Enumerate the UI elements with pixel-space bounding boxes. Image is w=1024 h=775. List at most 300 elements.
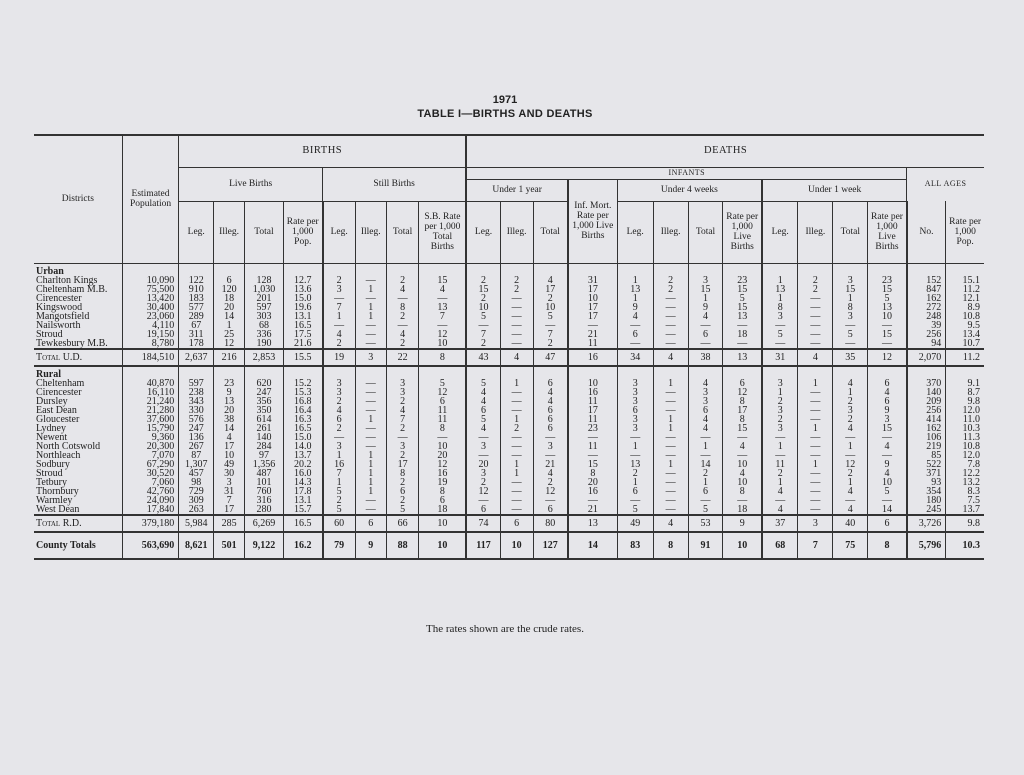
all-ages-rate-header: Rate per 1,000 Pop. bbox=[946, 201, 984, 263]
value-cell: — bbox=[723, 433, 762, 442]
value-cell: 10 bbox=[419, 532, 466, 559]
value-cell: 4 bbox=[868, 388, 907, 397]
district-name-cell: East Dean bbox=[36, 404, 77, 416]
value-cell: 7 bbox=[419, 312, 466, 321]
district-name-cell: North Cotswold bbox=[36, 440, 101, 452]
district-name-cell: Dursley bbox=[36, 395, 68, 407]
footnote: The rates shown are the crude rates. bbox=[426, 623, 584, 635]
value-cell: 9 bbox=[355, 532, 386, 559]
value-cell: — bbox=[355, 397, 386, 406]
value-cell: 16 bbox=[568, 349, 617, 366]
value-cell: — bbox=[419, 294, 466, 303]
value-cell: 3 bbox=[323, 388, 356, 397]
value-cell: 152 bbox=[907, 276, 946, 285]
value-cell: 13.1 bbox=[283, 496, 322, 505]
value-cell: 3 bbox=[688, 276, 723, 285]
value-cell: 37,600 bbox=[122, 415, 178, 424]
value-cell: — bbox=[798, 505, 833, 515]
value-cell: 6 bbox=[617, 487, 653, 496]
table-row bbox=[34, 379, 984, 388]
value-cell: 3 bbox=[868, 415, 907, 424]
value-cell: 67,290 bbox=[122, 460, 178, 469]
value-cell: — bbox=[653, 442, 688, 451]
value-cell: 2 bbox=[798, 285, 833, 294]
value-cell: 1,030 bbox=[244, 285, 283, 294]
value-cell: 15 bbox=[723, 303, 762, 312]
table-row bbox=[34, 442, 984, 451]
value-cell: 93 bbox=[907, 478, 946, 487]
table-row bbox=[34, 312, 984, 321]
value-cell: 9.8 bbox=[946, 397, 984, 406]
value-cell: — bbox=[355, 433, 386, 442]
value-cell: 3 bbox=[688, 388, 723, 397]
value-cell: 14 bbox=[214, 312, 245, 321]
value-cell: 31 bbox=[214, 487, 245, 496]
county-totals-row bbox=[34, 532, 984, 559]
value-cell: 2 bbox=[762, 397, 798, 406]
value-cell: — bbox=[500, 406, 533, 415]
value-cell: 16 bbox=[568, 487, 617, 496]
u4w-leg-header: Leg. bbox=[617, 201, 653, 263]
value-cell: 6 bbox=[533, 424, 568, 433]
value-cell: 13 bbox=[617, 285, 653, 294]
value-cell: — bbox=[653, 406, 688, 415]
value-cell: — bbox=[688, 321, 723, 330]
table-header bbox=[34, 135, 984, 263]
value-cell: 14.0 bbox=[283, 442, 322, 451]
value-cell: — bbox=[500, 339, 533, 349]
value-cell: 38 bbox=[214, 415, 245, 424]
value-cell: 2 bbox=[798, 276, 833, 285]
value-cell: 15 bbox=[688, 285, 723, 294]
value-cell: 10.8 bbox=[946, 442, 984, 451]
value-cell: 910 bbox=[179, 285, 214, 294]
lb-leg-header: Leg. bbox=[179, 201, 214, 263]
value-cell: 10 bbox=[466, 303, 500, 312]
value-cell: 2 bbox=[386, 276, 419, 285]
value-cell: 3 bbox=[214, 478, 245, 487]
u4w-illeg-header: Illeg. bbox=[653, 201, 688, 263]
value-cell: 3 bbox=[386, 388, 419, 397]
section-total-row bbox=[34, 515, 984, 532]
value-cell: 7 bbox=[466, 330, 500, 339]
value-cell: 16.8 bbox=[283, 397, 322, 406]
value-cell: — bbox=[355, 379, 386, 388]
sb-rate-header: S.B. Rate per 1,000 Total Births bbox=[419, 201, 466, 263]
empty-cell bbox=[500, 263, 533, 276]
empty-cell bbox=[244, 366, 283, 379]
empty-cell bbox=[653, 366, 688, 379]
value-cell: 49 bbox=[617, 515, 653, 532]
empty-cell bbox=[386, 263, 419, 276]
value-cell: 14.3 bbox=[283, 478, 322, 487]
value-cell: 12.2 bbox=[946, 469, 984, 478]
value-cell: — bbox=[868, 339, 907, 349]
table-row bbox=[34, 505, 984, 515]
value-cell: 2 bbox=[500, 276, 533, 285]
value-cell: 6 bbox=[868, 515, 907, 532]
value-cell: 12 bbox=[214, 339, 245, 349]
value-cell: 261 bbox=[244, 424, 283, 433]
value-cell: 85 bbox=[907, 451, 946, 460]
value-cell: — bbox=[568, 321, 617, 330]
value-cell: 3 bbox=[833, 312, 868, 321]
value-cell: 8 bbox=[386, 469, 419, 478]
value-cell: 15.3 bbox=[283, 388, 322, 397]
value-cell: 1 bbox=[653, 424, 688, 433]
value-cell: 11 bbox=[568, 442, 617, 451]
lb-total-header: Total bbox=[244, 201, 283, 263]
value-cell: 10 bbox=[723, 532, 762, 559]
value-cell: 6 bbox=[466, 505, 500, 515]
value-cell: 13 bbox=[568, 515, 617, 532]
value-cell: 140 bbox=[244, 433, 283, 442]
district-name-cell: Gloucester bbox=[36, 413, 80, 425]
table-row bbox=[34, 339, 984, 349]
value-cell: 8.7 bbox=[946, 388, 984, 397]
value-cell: 6 bbox=[688, 487, 723, 496]
value-cell: — bbox=[833, 321, 868, 330]
value-cell: 14 bbox=[568, 532, 617, 559]
value-cell: — bbox=[653, 433, 688, 442]
value-cell: 2 bbox=[533, 478, 568, 487]
value-cell: 136 bbox=[179, 433, 214, 442]
value-cell: 1 bbox=[762, 478, 798, 487]
table-row bbox=[34, 460, 984, 469]
value-cell: — bbox=[617, 496, 653, 505]
empty-cell bbox=[723, 366, 762, 379]
value-cell: 267 bbox=[179, 442, 214, 451]
value-cell: 19.6 bbox=[283, 303, 322, 312]
empty-cell bbox=[868, 263, 907, 276]
value-cell: 9,360 bbox=[122, 433, 178, 442]
empty-cell bbox=[798, 263, 833, 276]
value-cell: 7.5 bbox=[946, 496, 984, 505]
value-cell: 6 bbox=[466, 406, 500, 415]
u1w-leg-header: Leg. bbox=[762, 201, 798, 263]
value-cell: 40,870 bbox=[122, 379, 178, 388]
value-cell: 12 bbox=[868, 349, 907, 366]
value-cell: — bbox=[500, 312, 533, 321]
report-year: 1971 bbox=[492, 94, 518, 106]
value-cell: 16 bbox=[419, 469, 466, 478]
value-cell: 20 bbox=[214, 406, 245, 415]
u1w-total-header: Total bbox=[833, 201, 868, 263]
value-cell: 1 bbox=[653, 379, 688, 388]
value-cell: 8 bbox=[419, 349, 466, 366]
value-cell: 245 bbox=[907, 505, 946, 515]
value-cell: 1 bbox=[798, 424, 833, 433]
value-cell: 4 bbox=[653, 515, 688, 532]
value-cell: 4 bbox=[688, 415, 723, 424]
value-cell: 21 bbox=[568, 330, 617, 339]
value-cell: — bbox=[833, 496, 868, 505]
value-cell: 6 bbox=[419, 496, 466, 505]
value-cell: 17 bbox=[568, 285, 617, 294]
value-cell: 1 bbox=[355, 303, 386, 312]
value-cell: 620 bbox=[244, 379, 283, 388]
value-cell: 4 bbox=[323, 406, 356, 415]
district-name-cell: Cirencester bbox=[36, 292, 82, 304]
value-cell: 3 bbox=[533, 442, 568, 451]
table-row bbox=[34, 321, 984, 330]
value-cell: 15 bbox=[419, 276, 466, 285]
value-cell: 7 bbox=[214, 496, 245, 505]
empty-cell bbox=[946, 366, 984, 379]
value-cell: 1,356 bbox=[244, 460, 283, 469]
value-cell: 4 bbox=[214, 433, 245, 442]
value-cell: 106 bbox=[907, 433, 946, 442]
empty-cell bbox=[214, 263, 245, 276]
value-cell: 17,840 bbox=[122, 505, 178, 515]
value-cell: 760 bbox=[244, 487, 283, 496]
value-cell: 11.2 bbox=[946, 349, 984, 366]
value-cell: 17.5 bbox=[283, 330, 322, 339]
value-cell: 15.2 bbox=[283, 379, 322, 388]
value-cell: 22 bbox=[386, 349, 419, 366]
value-cell: 8 bbox=[419, 424, 466, 433]
u4w-total-header: Total bbox=[688, 201, 723, 263]
value-cell: 8 bbox=[868, 532, 907, 559]
value-cell: 2 bbox=[533, 294, 568, 303]
still-births-header: Still Births bbox=[323, 167, 467, 201]
value-cell: 1 bbox=[355, 312, 386, 321]
value-cell: 190 bbox=[244, 339, 283, 349]
value-cell: 10 bbox=[723, 460, 762, 469]
value-cell: 94 bbox=[907, 339, 946, 349]
value-cell: 356 bbox=[244, 397, 283, 406]
value-cell: 128 bbox=[244, 276, 283, 285]
value-cell: 4 bbox=[533, 469, 568, 478]
value-cell: — bbox=[500, 294, 533, 303]
value-cell: 309 bbox=[179, 496, 214, 505]
empty-cell bbox=[688, 366, 723, 379]
value-cell: 4 bbox=[833, 424, 868, 433]
empty-cell bbox=[568, 263, 617, 276]
value-cell: — bbox=[653, 312, 688, 321]
empty-cell bbox=[214, 366, 245, 379]
value-cell: 1 bbox=[355, 487, 386, 496]
births-deaths-table bbox=[34, 134, 984, 560]
value-cell: 67 bbox=[179, 321, 214, 330]
value-cell: 5,796 bbox=[907, 532, 946, 559]
value-cell: 87 bbox=[179, 451, 214, 460]
value-cell: — bbox=[355, 276, 386, 285]
value-cell: — bbox=[355, 505, 386, 515]
value-cell: 6 bbox=[323, 415, 356, 424]
value-cell: 2,853 bbox=[244, 349, 283, 366]
value-cell: 209 bbox=[907, 397, 946, 406]
value-cell: 68 bbox=[244, 321, 283, 330]
value-cell: — bbox=[568, 433, 617, 442]
value-cell: — bbox=[500, 321, 533, 330]
table-row bbox=[34, 285, 984, 294]
value-cell: — bbox=[386, 321, 419, 330]
value-cell: 10 bbox=[568, 379, 617, 388]
value-cell: 8,621 bbox=[179, 532, 214, 559]
value-cell: — bbox=[798, 397, 833, 406]
value-cell: 10 bbox=[500, 532, 533, 559]
value-cell: 6 bbox=[868, 397, 907, 406]
value-cell: — bbox=[762, 321, 798, 330]
value-cell: 4 bbox=[833, 379, 868, 388]
value-cell: 21 bbox=[533, 460, 568, 469]
value-cell: — bbox=[355, 406, 386, 415]
value-cell: 17 bbox=[214, 442, 245, 451]
value-cell: 8 bbox=[723, 415, 762, 424]
value-cell: 15 bbox=[833, 285, 868, 294]
value-cell: — bbox=[466, 433, 500, 442]
value-cell: 2 bbox=[688, 469, 723, 478]
value-cell: 289 bbox=[179, 312, 214, 321]
value-cell: 12 bbox=[833, 460, 868, 469]
value-cell: 19 bbox=[419, 478, 466, 487]
u4w-rate-header: Rate per 1,000 Live Births bbox=[723, 201, 762, 263]
empty-cell bbox=[688, 263, 723, 276]
empty-cell bbox=[500, 366, 533, 379]
district-name-cell: Newent bbox=[36, 431, 68, 443]
value-cell: 13 bbox=[723, 349, 762, 366]
value-cell: 18 bbox=[723, 330, 762, 339]
value-cell: 2 bbox=[386, 424, 419, 433]
value-cell: 23 bbox=[568, 424, 617, 433]
value-cell: 75,500 bbox=[122, 285, 178, 294]
value-cell: 6 bbox=[617, 406, 653, 415]
value-cell: — bbox=[798, 415, 833, 424]
value-cell: 16,110 bbox=[122, 388, 178, 397]
value-cell: 127 bbox=[533, 532, 568, 559]
empty-cell bbox=[355, 366, 386, 379]
empty-cell bbox=[244, 263, 283, 276]
value-cell: 10 bbox=[723, 478, 762, 487]
value-cell: — bbox=[533, 451, 568, 460]
value-cell: 9 bbox=[723, 515, 762, 532]
value-cell: 8,780 bbox=[122, 339, 178, 349]
value-cell: 2 bbox=[466, 339, 500, 349]
value-cell: 101 bbox=[244, 478, 283, 487]
districts-header: Districts bbox=[34, 135, 122, 263]
value-cell: 9.1 bbox=[946, 379, 984, 388]
value-cell: 10 bbox=[419, 515, 466, 532]
value-cell: 23 bbox=[723, 276, 762, 285]
value-cell: 3 bbox=[762, 379, 798, 388]
value-cell: 18 bbox=[214, 294, 245, 303]
value-cell: 23 bbox=[214, 379, 245, 388]
value-cell: — bbox=[419, 321, 466, 330]
value-cell: 12 bbox=[466, 487, 500, 496]
value-cell: 16 bbox=[323, 460, 356, 469]
value-cell: 12.1 bbox=[946, 294, 984, 303]
value-cell: 37 bbox=[762, 515, 798, 532]
lb-rate-header: Rate per 1,000 Pop. bbox=[283, 201, 322, 263]
empty-cell bbox=[466, 263, 500, 276]
value-cell: 1 bbox=[355, 415, 386, 424]
empty-cell bbox=[179, 263, 214, 276]
value-cell: 9.8 bbox=[946, 515, 984, 532]
value-cell: 140 bbox=[907, 388, 946, 397]
value-cell: 12.0 bbox=[946, 451, 984, 460]
empty-cell bbox=[533, 366, 568, 379]
empty-cell bbox=[907, 263, 946, 276]
value-cell: — bbox=[723, 496, 762, 505]
value-cell: 4 bbox=[419, 285, 466, 294]
value-cell: — bbox=[868, 496, 907, 505]
value-cell: 3 bbox=[617, 415, 653, 424]
empty-cell bbox=[653, 263, 688, 276]
empty-cell bbox=[466, 366, 500, 379]
empty-cell bbox=[283, 366, 322, 379]
value-cell: 21.6 bbox=[283, 339, 322, 349]
value-cell: — bbox=[617, 433, 653, 442]
value-cell: 1 bbox=[617, 478, 653, 487]
value-cell: 6 bbox=[868, 379, 907, 388]
value-cell: 729 bbox=[179, 487, 214, 496]
value-cell: — bbox=[868, 433, 907, 442]
value-cell: 11.3 bbox=[946, 433, 984, 442]
value-cell: — bbox=[386, 433, 419, 442]
value-cell: 2 bbox=[466, 478, 500, 487]
value-cell: 248 bbox=[907, 312, 946, 321]
value-cell: 5 bbox=[466, 379, 500, 388]
value-cell: 11.0 bbox=[946, 415, 984, 424]
value-cell: — bbox=[723, 321, 762, 330]
value-cell: 2 bbox=[833, 415, 868, 424]
value-cell: 30,520 bbox=[122, 469, 178, 478]
value-cell: — bbox=[500, 433, 533, 442]
value-cell: 6 bbox=[533, 415, 568, 424]
value-cell: 13.1 bbox=[283, 312, 322, 321]
value-cell: 8 bbox=[386, 303, 419, 312]
table-row bbox=[34, 433, 984, 442]
value-cell: 4 bbox=[833, 505, 868, 515]
value-cell: — bbox=[500, 397, 533, 406]
value-cell: 3 bbox=[466, 469, 500, 478]
district-name-cell: Tewkesbury M.B. bbox=[36, 337, 108, 349]
value-cell: 9 bbox=[868, 406, 907, 415]
value-cell: 16 bbox=[568, 388, 617, 397]
value-cell: 20,300 bbox=[122, 442, 178, 451]
empty-cell bbox=[122, 366, 178, 379]
value-cell: — bbox=[723, 451, 762, 460]
value-cell: 5 bbox=[723, 294, 762, 303]
value-cell: 17 bbox=[214, 505, 245, 515]
value-cell: 487 bbox=[244, 469, 283, 478]
value-cell: 4 bbox=[868, 442, 907, 451]
value-cell: 2 bbox=[500, 424, 533, 433]
value-cell: 4 bbox=[500, 349, 533, 366]
empty-cell bbox=[762, 263, 798, 276]
value-cell: 3 bbox=[617, 397, 653, 406]
value-cell: 15 bbox=[466, 285, 500, 294]
value-cell: — bbox=[762, 433, 798, 442]
value-cell: 2 bbox=[323, 424, 356, 433]
value-cell: 1 bbox=[688, 294, 723, 303]
value-cell: 6 bbox=[533, 406, 568, 415]
value-cell: 3,726 bbox=[907, 515, 946, 532]
value-cell: 522 bbox=[907, 460, 946, 469]
value-cell: 4 bbox=[762, 505, 798, 515]
value-cell: — bbox=[323, 294, 356, 303]
value-cell: 6 bbox=[355, 515, 386, 532]
value-cell: 8 bbox=[568, 469, 617, 478]
value-cell: 330 bbox=[179, 406, 214, 415]
lb-illeg-header: Illeg. bbox=[214, 201, 245, 263]
section-heading-row bbox=[34, 263, 984, 276]
value-cell: 18 bbox=[419, 505, 466, 515]
value-cell: — bbox=[653, 496, 688, 505]
u1w-rate-header: Rate per 1,000 Live Births bbox=[868, 201, 907, 263]
value-cell: — bbox=[323, 321, 356, 330]
